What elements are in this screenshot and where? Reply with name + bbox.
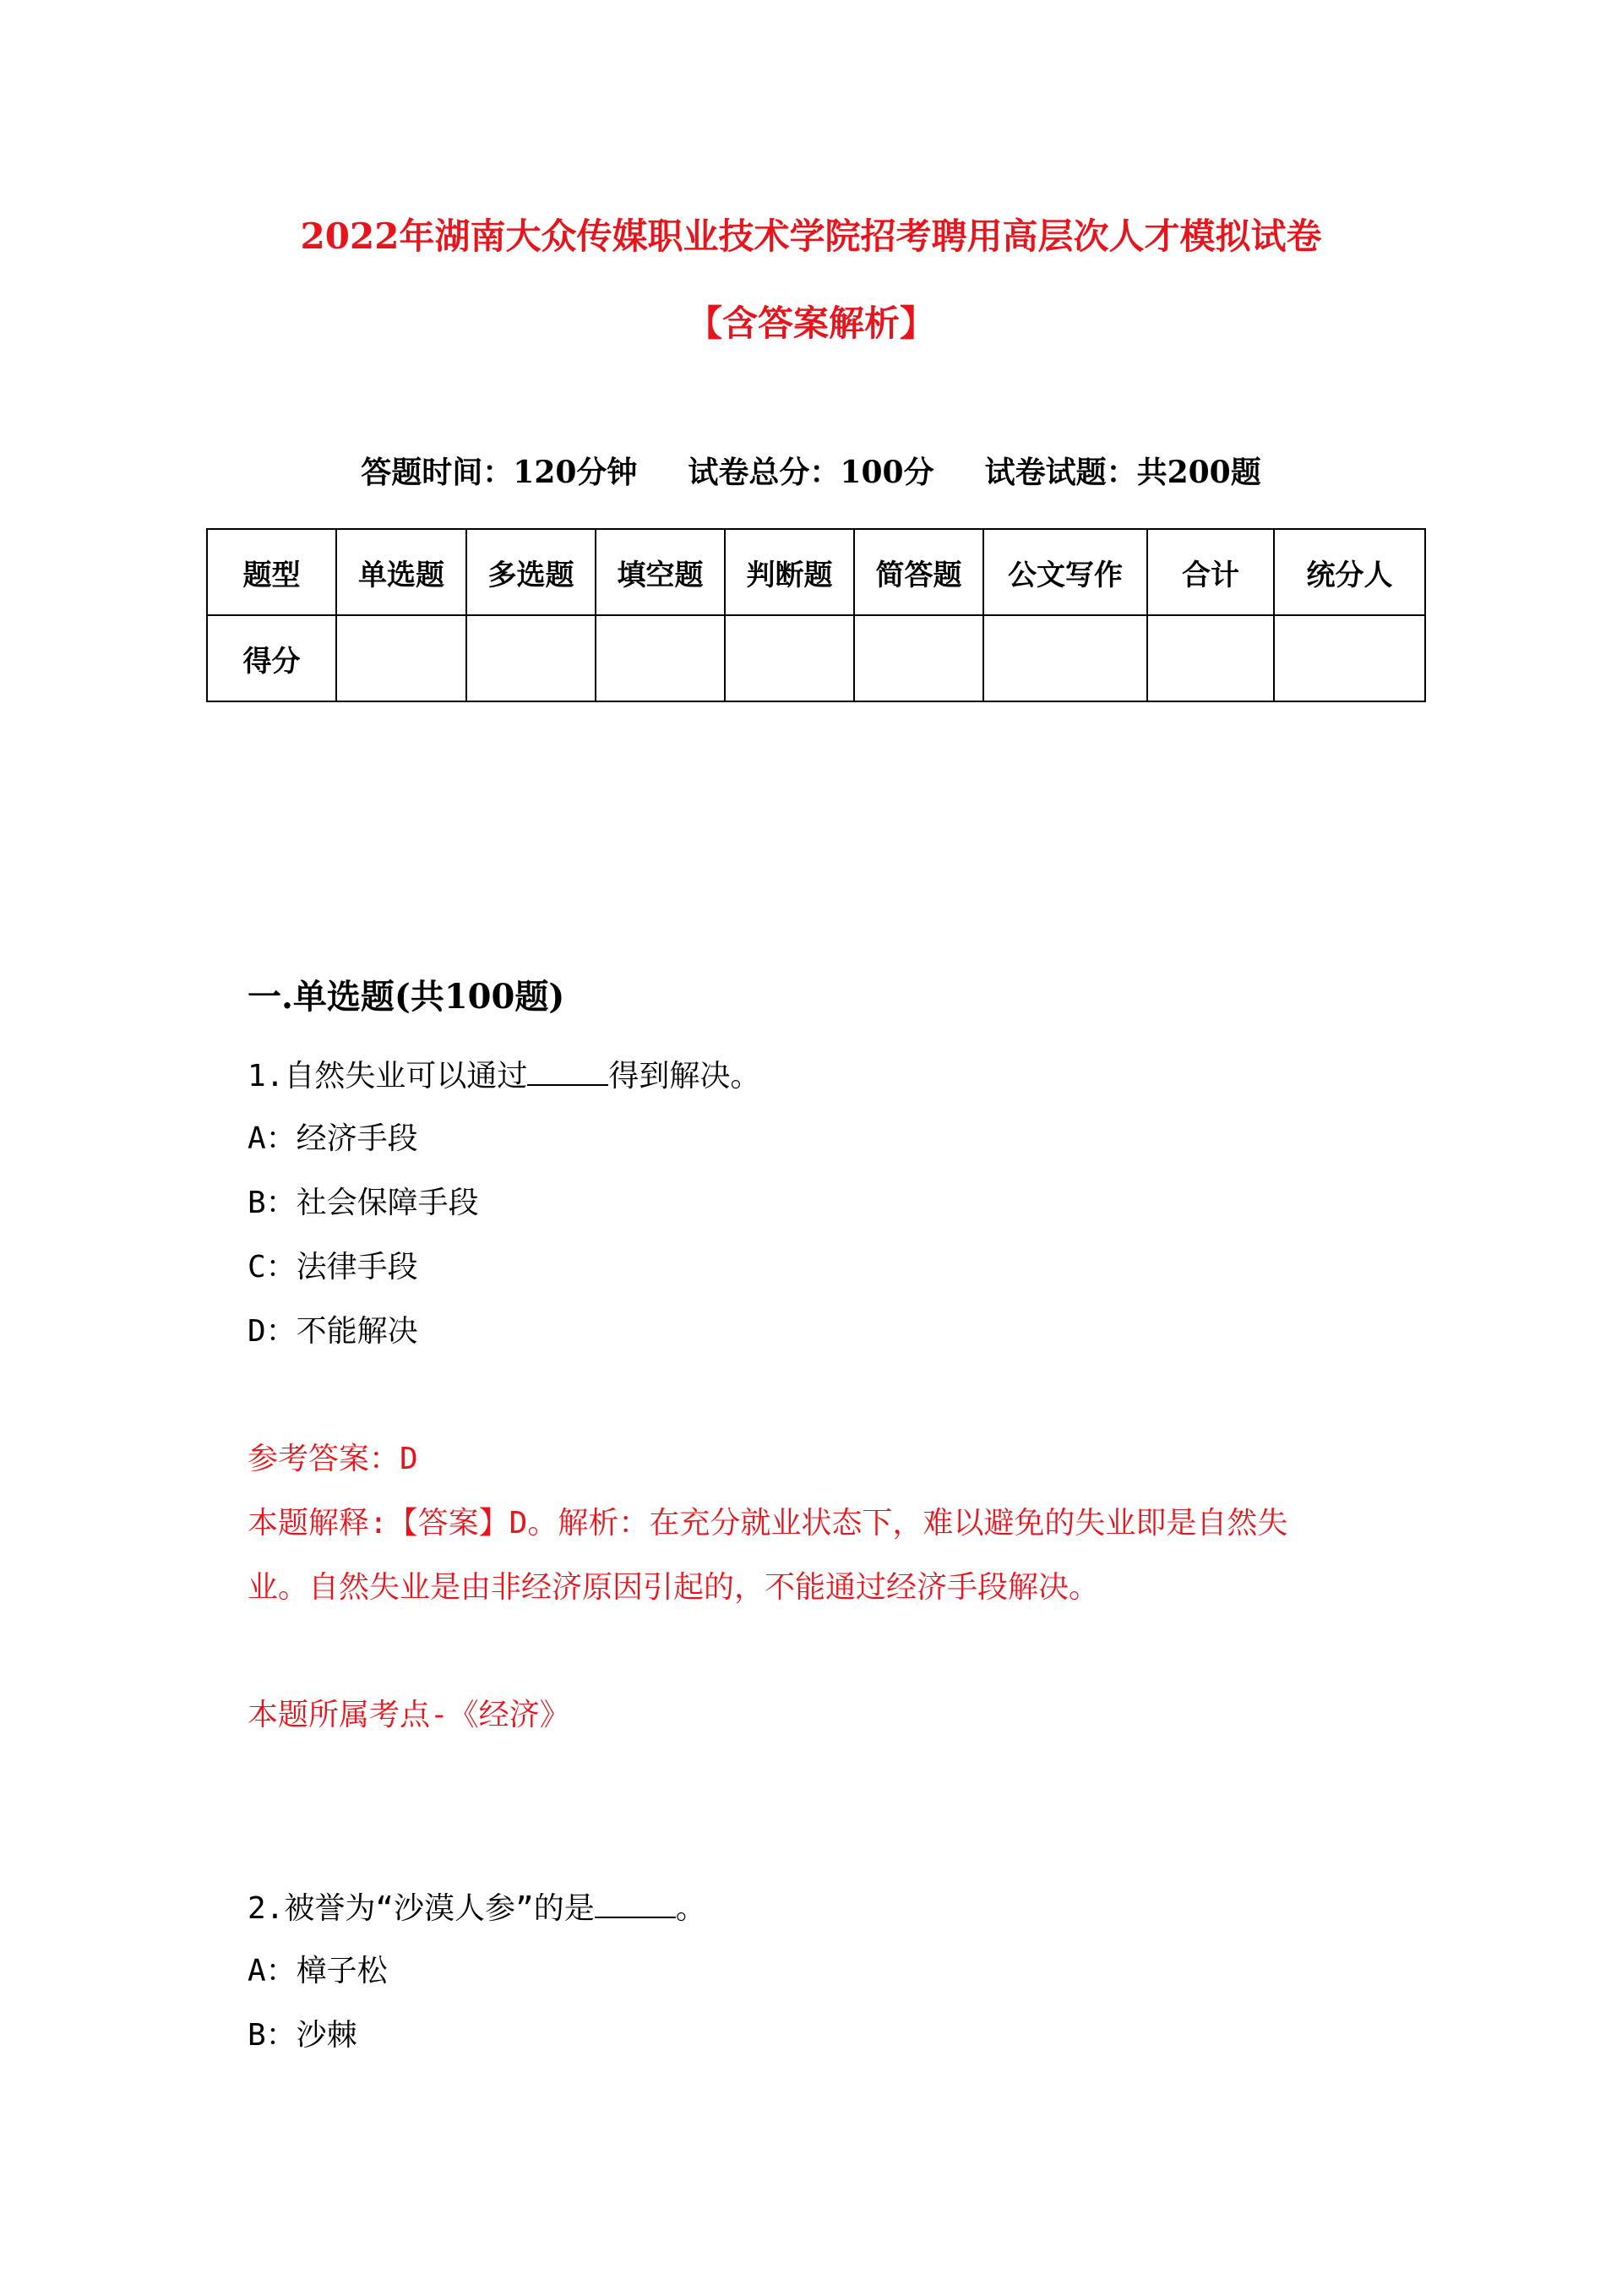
answer-explanation: 本题解释:【答案】D。解析：在充分就业状态下，难以避免的失业即是自然失: [248, 1506, 1288, 1541]
question-option: A：经济手段: [248, 1121, 418, 1156]
question-stem-text: 1.自然失业可以通过: [248, 1059, 528, 1093]
question-stem: [248, 1886, 706, 1930]
question-option: A：樟子松: [248, 1954, 388, 1988]
exam-time: 答题时间：120分钟: [361, 455, 638, 490]
question-topic: 本题所属考点-《经济》: [248, 1698, 570, 1732]
answer-blank: [595, 1886, 676, 1918]
question-stem-text: 。: [675, 1891, 706, 1926]
answer-explanation: 业。自然失业是由非经济原因引起的，不能通过经济手段解决。: [248, 1570, 1100, 1605]
document-title: 2022年湖南大众传媒职业技术学院招考聘用高层次人才模拟试卷: [300, 215, 1322, 257]
section-heading: 一.单选题(共100题): [248, 977, 565, 1017]
question-stem-text: 2.被誉为“沙漠人参”的是: [248, 1891, 595, 1926]
score-cell: [1147, 615, 1274, 701]
question-option: C：法律手段: [248, 1250, 418, 1284]
score-table-header: 简答题: [854, 529, 983, 615]
answer-key: 参考答案：D: [248, 1442, 418, 1476]
score-table-header: 多选题: [466, 529, 596, 615]
score-table: [206, 528, 1426, 702]
score-cell: [854, 615, 983, 701]
score-table-header: 题型: [207, 529, 336, 615]
score-cell: [596, 615, 725, 701]
score-cell: [1274, 615, 1425, 701]
score-cell: [725, 615, 854, 701]
score-table-header: 单选题: [336, 529, 466, 615]
score-table-header: 统分人: [1274, 529, 1425, 615]
question-option: B：社会保障手段: [248, 1186, 479, 1220]
exam-info: [0, 451, 1622, 494]
score-cell: [983, 615, 1147, 701]
question-option: B：沙棘: [248, 2018, 357, 2053]
question-stem: [248, 1054, 760, 1098]
document-subtitle: 【含答案解析】: [686, 303, 935, 344]
score-cell: [336, 615, 466, 701]
score-cell: [466, 615, 596, 701]
score-table-header: 公文写作: [983, 529, 1147, 615]
score-table-header: 填空题: [596, 529, 725, 615]
exam-total-score: 试卷总分：100分: [688, 455, 934, 490]
question-option: D：不能解决: [248, 1314, 418, 1349]
score-table-score-row: [207, 615, 1425, 701]
score-table-header: 判断题: [725, 529, 854, 615]
score-table-header: 合计: [1147, 529, 1274, 615]
answer-blank: [527, 1054, 608, 1086]
score-table-header-row: [207, 529, 1425, 615]
score-row-label: 得分: [207, 615, 336, 701]
exam-question-count: 试卷试题：共200题: [984, 455, 1261, 490]
question-stem-text: 得到解决。: [608, 1059, 761, 1093]
